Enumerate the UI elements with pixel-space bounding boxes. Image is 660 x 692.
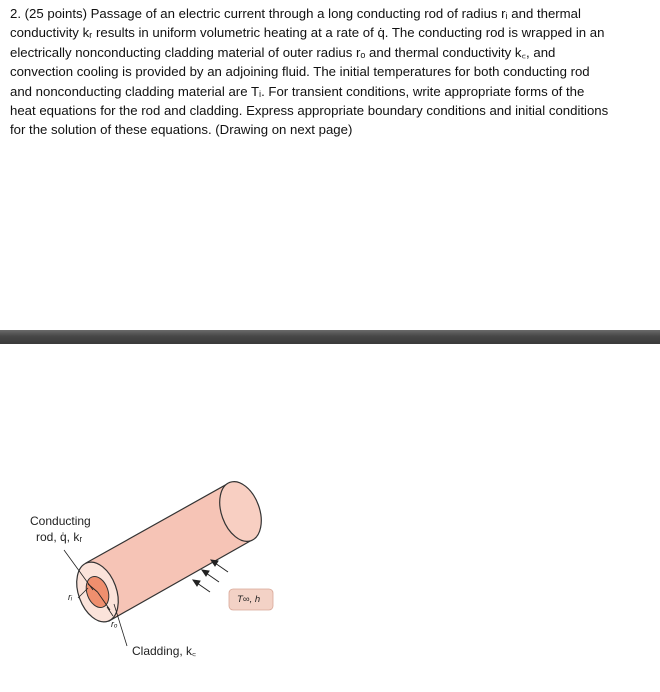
problem-line: 2. (25 points) Passage of an electric current through a long conducting rod of radius rᵢ and thermal: [10, 6, 581, 21]
cylinder-drawing: [0, 344, 660, 692]
problem-line: conductivity kᵣ results in uniform volumetric heating at a rate of q̇. The conducting rod is wrapped in an: [10, 25, 605, 41]
ro-label: rₒ: [111, 619, 118, 629]
conducting-rod-label-line1: Conducting: [30, 514, 91, 528]
conducting-rod-label-line2: rod, q̇, kᵣ: [36, 530, 83, 544]
page-divider: [0, 330, 660, 344]
problem-line: electrically nonconducting cladding material of outer radius rₒ and thermal conductivity k꜀, and: [10, 44, 556, 60]
fluid-temperature-label: T∞, h: [237, 594, 261, 605]
rod-cladding-figure: [0, 344, 660, 692]
cladding-label: Cladding, k꜀: [132, 644, 197, 658]
problem-statement: [10, 4, 650, 140]
problem-line: convection cooling is provided by an adjoining fluid. The initial temperatures for both conducting rod: [10, 64, 590, 80]
ri-label: rᵢ: [68, 592, 73, 602]
problem-line: for the solution of these equations. (Drawing on next page): [10, 122, 353, 138]
problem-line: and nonconducting cladding material are Tᵢ. For transient conditions, write appropriate forms of the: [10, 83, 585, 99]
problem-line: heat equations for the rod and cladding. Express appropriate boundary conditions and initial conditions: [10, 103, 609, 119]
